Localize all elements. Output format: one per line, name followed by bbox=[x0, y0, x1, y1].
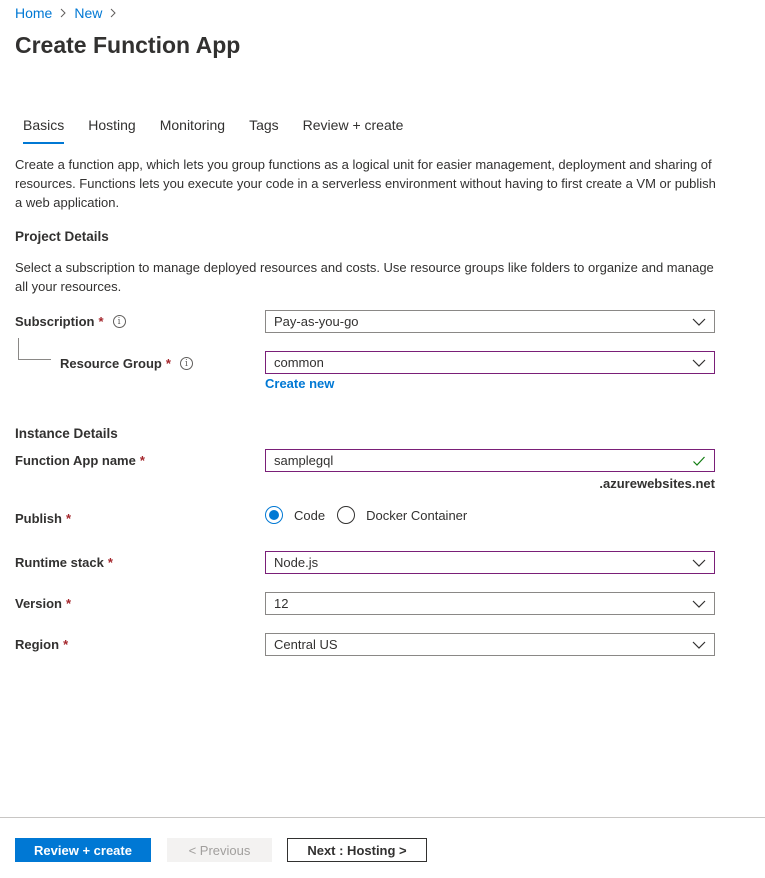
subscription-label bbox=[15, 314, 126, 329]
chevron-right-icon bbox=[59, 8, 67, 18]
review-create-button[interactable]: Review + create bbox=[15, 838, 151, 862]
chevron-down-icon bbox=[692, 638, 706, 652]
function-app-name-value: samplegql bbox=[274, 453, 334, 468]
tab-basics[interactable]: Basics bbox=[15, 114, 72, 144]
region-value: Central US bbox=[274, 637, 338, 652]
subscription-value: Pay-as-you-go bbox=[274, 314, 359, 329]
version-label bbox=[15, 596, 71, 611]
previous-button[interactable]: < Previous bbox=[167, 838, 272, 862]
function-app-name-label bbox=[15, 453, 145, 468]
publish-option-docker-label: Docker Container bbox=[366, 507, 468, 523]
footer-divider bbox=[0, 817, 765, 818]
intro-text: Create a function app, which lets you group functions as a logical unit for easier management, deployment and sharing of resources. Functions lets you execute your code in a serverless environment without having to first create a VM or publish a web application. bbox=[15, 157, 716, 210]
project-details-description: Select a subscription to manage deployed resources and costs. Use resource groups like folders to organize and manage all your resources. bbox=[15, 260, 714, 294]
breadcrumb-home[interactable]: Home bbox=[15, 5, 53, 21]
breadcrumb-new[interactable]: New bbox=[74, 5, 103, 21]
chevron-down-icon bbox=[692, 356, 706, 370]
version-label-text: Version bbox=[15, 596, 62, 611]
checkmark-icon bbox=[692, 454, 706, 468]
required-marker: * bbox=[63, 637, 69, 652]
publish-radio-group bbox=[265, 506, 479, 524]
tab-tags[interactable]: Tags bbox=[249, 117, 279, 133]
radio-selected-icon[interactable] bbox=[265, 506, 283, 524]
chevron-down-icon bbox=[692, 556, 706, 570]
publish-option-docker[interactable] bbox=[337, 506, 467, 524]
region-label-text: Region bbox=[15, 637, 60, 652]
required-marker: * bbox=[165, 356, 171, 371]
subscription-label-text: Subscription bbox=[15, 314, 95, 329]
resource-group-label bbox=[60, 356, 193, 371]
function-app-name-input[interactable] bbox=[265, 449, 715, 472]
tab-hosting[interactable]: Hosting bbox=[88, 117, 136, 133]
function-app-name-label-text: Function App name bbox=[15, 453, 136, 468]
create-new-link[interactable]: Create new bbox=[265, 376, 335, 391]
instance-details-heading: Instance Details bbox=[15, 426, 118, 441]
region-label bbox=[15, 637, 68, 652]
required-marker: * bbox=[107, 555, 113, 570]
subscription-select[interactable] bbox=[265, 310, 715, 333]
version-value: 12 bbox=[274, 596, 289, 611]
tree-connector bbox=[18, 338, 51, 360]
chevron-right-icon bbox=[109, 8, 117, 18]
breadcrumb bbox=[15, 5, 124, 21]
resource-group-select[interactable] bbox=[265, 351, 715, 374]
required-marker: * bbox=[98, 314, 104, 329]
runtime-stack-select[interactable] bbox=[265, 551, 715, 574]
resource-group-value: common bbox=[274, 355, 324, 370]
publish-option-code-label: Code bbox=[294, 507, 326, 523]
runtime-stack-label-text: Runtime stack bbox=[15, 555, 104, 570]
tab-bar bbox=[15, 114, 419, 144]
version-select[interactable] bbox=[265, 592, 715, 615]
domain-suffix: .azurewebsites.net bbox=[599, 476, 715, 491]
project-details-heading: Project Details bbox=[15, 229, 109, 244]
runtime-stack-value: Node.js bbox=[274, 555, 319, 570]
page-title: Create Function App bbox=[15, 32, 241, 58]
chevron-down-icon bbox=[692, 315, 706, 329]
publish-option-code[interactable] bbox=[265, 506, 325, 524]
tab-review-create[interactable]: Review + create bbox=[302, 117, 404, 133]
publish-label-text: Publish bbox=[15, 511, 62, 526]
publish-label bbox=[15, 511, 71, 526]
resource-group-label-text: Resource Group bbox=[60, 356, 162, 371]
required-marker: * bbox=[139, 453, 145, 468]
required-marker: * bbox=[65, 511, 72, 526]
chevron-down-icon bbox=[692, 597, 706, 611]
radio-unselected-icon[interactable] bbox=[337, 506, 355, 524]
info-icon[interactable]: i bbox=[113, 315, 126, 328]
region-select[interactable] bbox=[265, 633, 715, 656]
next-hosting-button[interactable]: Next : Hosting > bbox=[287, 838, 427, 862]
runtime-stack-label bbox=[15, 555, 113, 570]
info-icon[interactable]: i bbox=[180, 357, 193, 370]
tab-monitoring[interactable]: Monitoring bbox=[159, 117, 226, 133]
required-marker: * bbox=[65, 596, 72, 611]
